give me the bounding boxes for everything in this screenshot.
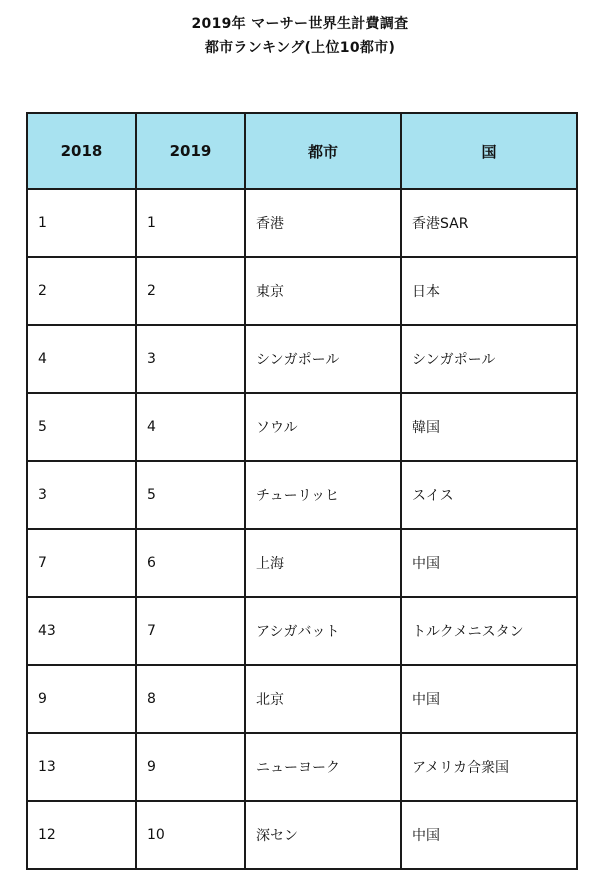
city-cell: 東京 — [245, 257, 401, 325]
rank-2018-cell: 1 — [27, 189, 136, 257]
country-cell: スイス — [401, 461, 577, 529]
city-cell: ニューヨーク — [245, 733, 401, 801]
country-cell: アメリカ合衆国 — [401, 733, 577, 801]
city-cell: 北京 — [245, 665, 401, 733]
table-body — [27, 189, 577, 869]
country-cell: 日本 — [401, 257, 577, 325]
table-row — [27, 733, 577, 801]
rank-2019-cell: 10 — [136, 801, 245, 869]
city-cell: チューリッヒ — [245, 461, 401, 529]
rank-2018-cell: 43 — [27, 597, 136, 665]
header-city: 都市 — [245, 113, 401, 189]
page-subtitle: 都市ランキング(上位10都市) — [204, 40, 396, 56]
rank-2019-cell: 7 — [136, 597, 245, 665]
rank-2018-cell: 13 — [27, 733, 136, 801]
title-block — [0, 12, 600, 60]
table-row — [27, 801, 577, 869]
city-cell: 深セン — [245, 801, 401, 869]
table-header — [27, 113, 577, 189]
rank-2019-cell: 5 — [136, 461, 245, 529]
rank-2019-cell: 8 — [136, 665, 245, 733]
table-row — [27, 393, 577, 461]
header-2018: 2018 — [27, 113, 136, 189]
rank-2019-cell: 4 — [136, 393, 245, 461]
table-row — [27, 257, 577, 325]
header-country: 国 — [401, 113, 577, 189]
rank-2018-cell: 5 — [27, 393, 136, 461]
rank-2019-cell: 9 — [136, 733, 245, 801]
ranking-table — [26, 112, 578, 870]
country-cell: 中国 — [401, 801, 577, 869]
rank-2019-cell: 3 — [136, 325, 245, 393]
rank-2018-cell: 2 — [27, 257, 136, 325]
rank-2018-cell: 4 — [27, 325, 136, 393]
city-cell: シンガポール — [245, 325, 401, 393]
rank-2018-cell: 12 — [27, 801, 136, 869]
header-2019: 2019 — [136, 113, 245, 189]
header-row — [27, 113, 577, 189]
page-title: 2019年 マーサー世界生計費調査 — [191, 16, 409, 32]
table-row — [27, 461, 577, 529]
city-cell: 香港 — [245, 189, 401, 257]
country-cell: シンガポール — [401, 325, 577, 393]
city-cell: ソウル — [245, 393, 401, 461]
country-cell: 韓国 — [401, 393, 577, 461]
city-cell: 上海 — [245, 529, 401, 597]
table-row — [27, 325, 577, 393]
table-row — [27, 189, 577, 257]
rank-2019-cell: 2 — [136, 257, 245, 325]
city-cell: アシガバット — [245, 597, 401, 665]
rank-2019-cell: 1 — [136, 189, 245, 257]
rank-2018-cell: 3 — [27, 461, 136, 529]
country-cell: トルクメニスタン — [401, 597, 577, 665]
country-cell: 中国 — [401, 665, 577, 733]
table-row — [27, 597, 577, 665]
table-row — [27, 665, 577, 733]
country-cell: 中国 — [401, 529, 577, 597]
country-cell: 香港SAR — [401, 189, 577, 257]
rank-2019-cell: 6 — [136, 529, 245, 597]
rank-2018-cell: 7 — [27, 529, 136, 597]
table-row — [27, 529, 577, 597]
rank-2018-cell: 9 — [27, 665, 136, 733]
